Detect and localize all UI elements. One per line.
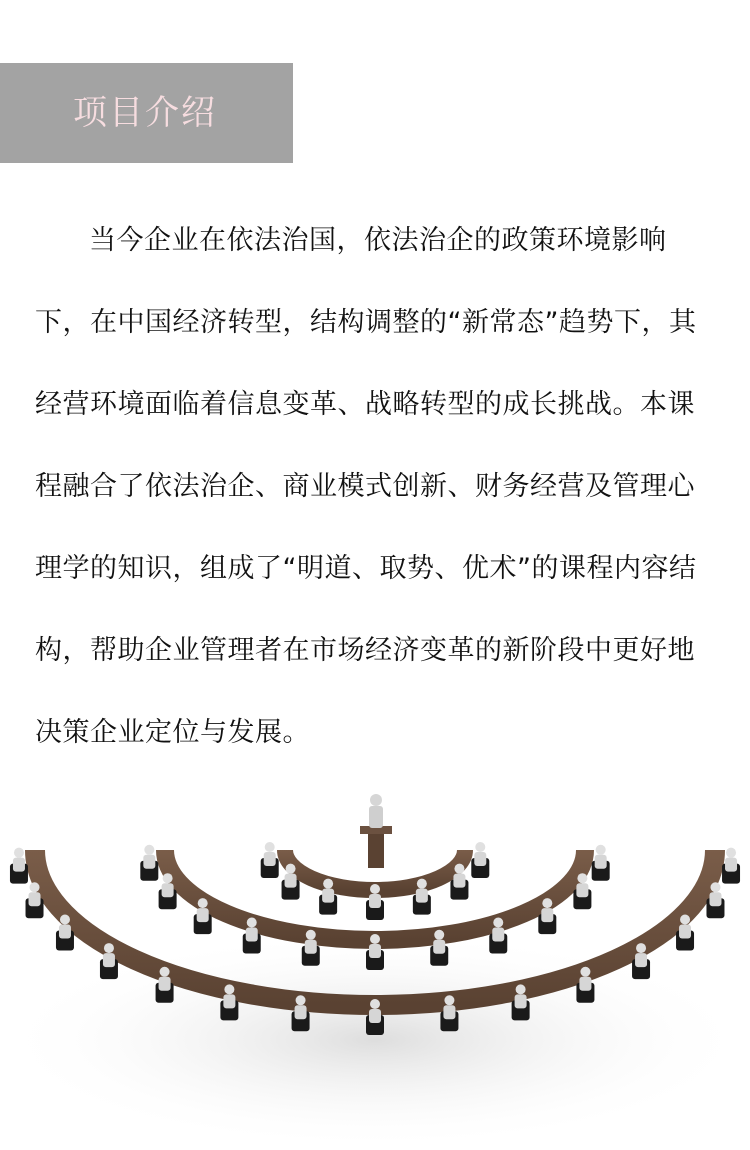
intro-paragraph: 当今企业在依法治国，依法治企的政策环境影响下，在中国经济转型，结构调整的“新常态”趋势下，其经营环境面临着信息变革、战略转型的成长挑战。本课程融合了依法治企、商业模式创新、财务经营及管理心理学的知识，组成了“明道、取势、优术”的课程内容结构，帮助企业管理者在市场经济变革的新阶段中更好地决策企业定位与发展。 [35,225,697,748]
attendee [140,845,158,881]
attendee [261,842,279,878]
conference-illustration [0,790,750,1150]
attendee [471,842,489,878]
section-title: 项目介绍 [73,93,217,133]
podium [360,794,392,868]
attendee [592,845,610,881]
